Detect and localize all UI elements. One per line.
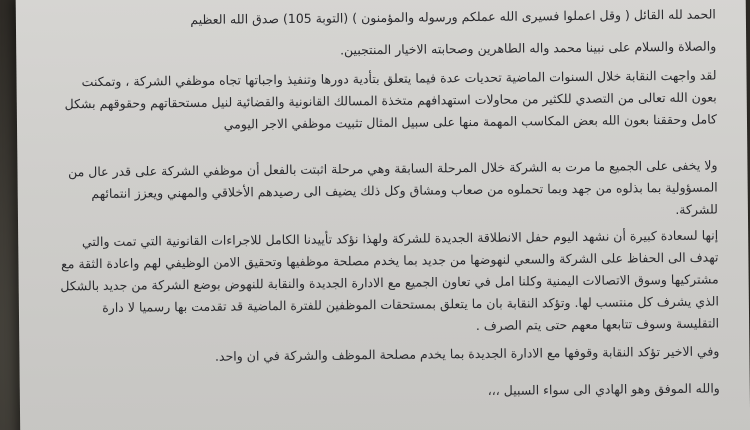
paragraph-1: لقد واجهت النقابة خلال السنوات الماضية تحديات عدة فيما يتعلق بتأدية دورها وتنفيذ واجباتها تجاه موظفي الشركة ، وتمكنت بعون الله تعالى من التصدي للكثير من محاولات استهدافهم متخذة المسالك القانونية والقضائية لنيل مستحقاتهم وحقوقهم بشكل كامل وحققنا بعون الله بعض المكاسب المهمة منها على سبيل المثال تثبيت موظفي الاجر اليومي <box>64 67 718 132</box>
opening-line-2: والصلاة والسلام على نبينا محمد واله الطاهرين وصحابته الاخيار المنتجبين. <box>339 38 717 58</box>
paragraph-3: إنها لسعادة كبيرة أن نشهد اليوم حفل الانطلاقة الجديدة للشركة ولهذا نؤكد تأييدنا الكامل للاجراءات القانونية التي تمت والتي تهدف الى الحفاظ على الشركة والسعي لنهوضها من جديد بما يخدم مصلحة موظفيها وتحقيق الامن الوظيفي لهم واعادة الثقة مع مشتركيها وسوق الاتصالات اليمنية وكلنا امل في تعاون الجميع مع الادارة الجديدة والنقابة للنهوض بوضع الشركة من جديد بالشكل الذي يشرف كل منتسب لها. وتؤكد النقابة بان ما يتعلق بمستحقات الموظفين للفترة الماضية قد تقدمت بها رسميا لا دارة التقليسة وسوف تتابعها معهم حتى يتم الصرف . <box>60 227 720 334</box>
document-sheet <box>16 0 750 430</box>
closing-line: والله الموفق وهو الهادي الى سواء السبيل ،،، <box>487 380 720 398</box>
opening-line-1: الحمد لله القائل ( وقل اعملوا فسيرى الله عملكم ورسوله والمؤمنون ) (التوبة 105) صدق الله العظيم <box>190 6 716 28</box>
paragraph-2: ولا يخفى على الجميع ما مرت به الشركة خلال المرحلة السابقة وهي مرحلة اثبتت بالفعل أن موظفي الشركة على قدر عال من المسؤولية بما بذلوه من جهد وبما تحملوه من صعاب ومشاق وكل ذلك يضيف الى رصيدهم الأخلاقي والمهني ويعزز انتمائهم للشركة. <box>67 157 718 217</box>
paragraph-4: وفي الاخير تؤكد النقابة وقوفها مع الادارة الجديدة بما يخدم مصلحة الموظف والشركة في ان واحد. <box>214 343 720 364</box>
